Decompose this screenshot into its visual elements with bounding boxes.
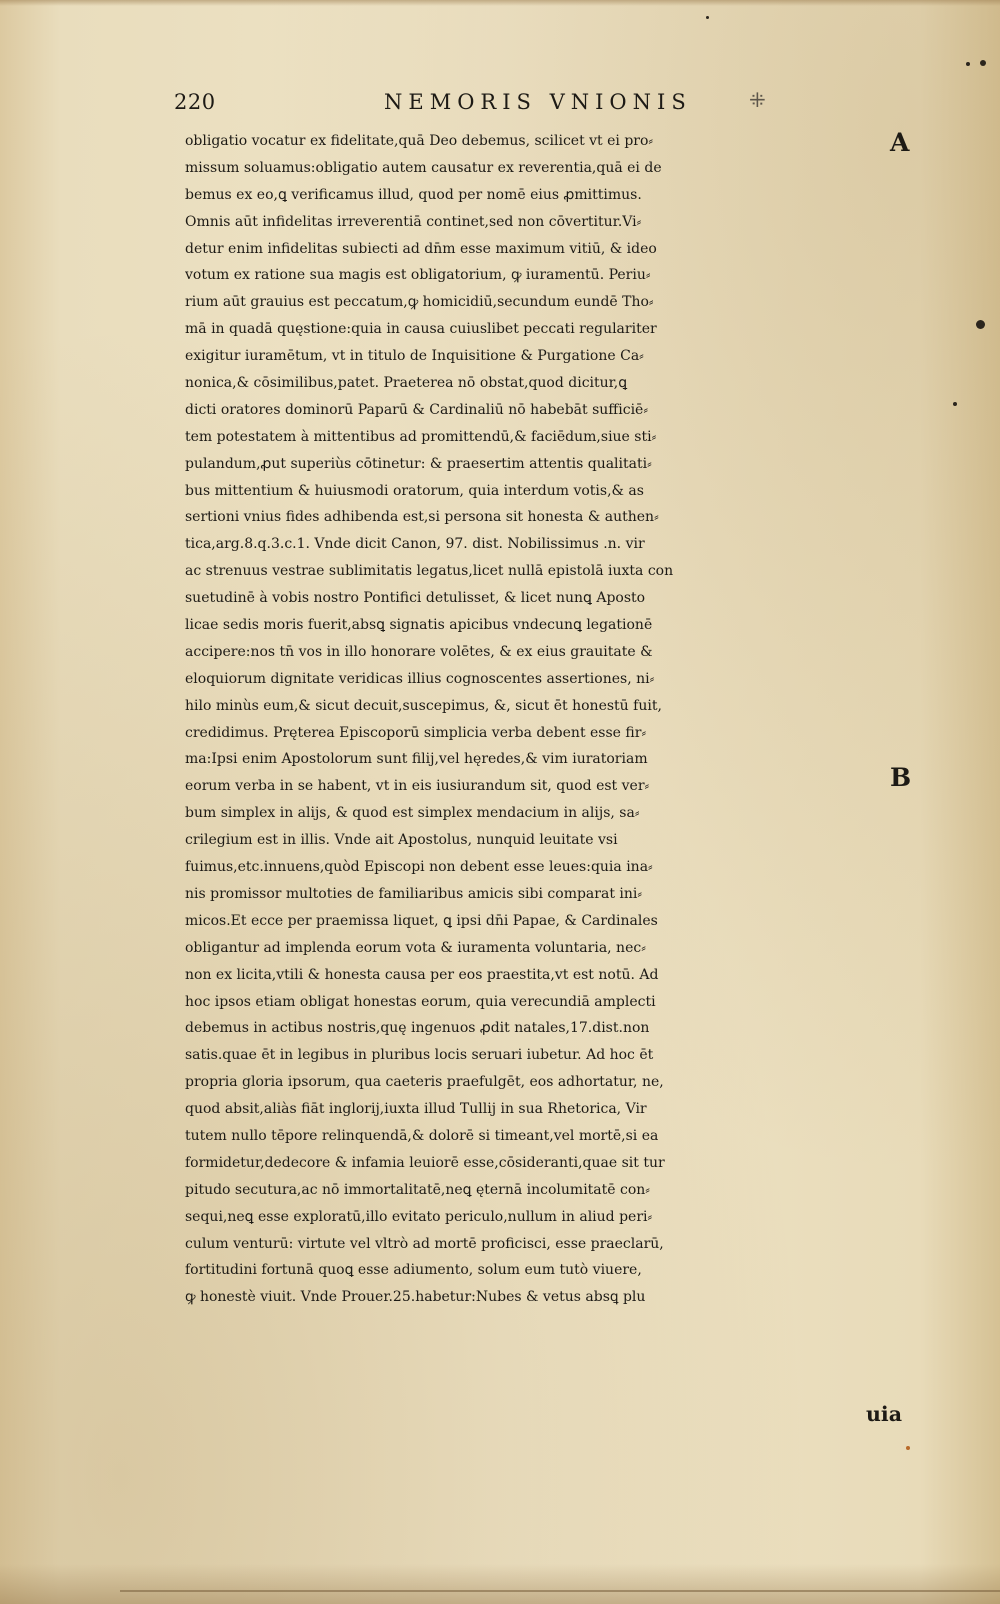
text-line: hilo minùs eum,& sicut decuit,suscepimus, &, sicut ēt honestū fuit, [185,697,662,714]
text-line: quod absit,aliàs fiāt inglorij,iuxta illud Tullij in sua Rhetorica, Vir [185,1101,647,1118]
text-line: sertioni vnius fides adhibenda est,si persona sit honesta & authen⸗ [185,509,659,526]
text-line: Omnis aūt infidelitas irreverentiā continet,sed non cōvertitur.Vi⸗ [185,213,642,230]
ink-speck [953,402,957,406]
ink-speck [966,62,970,66]
text-line: fortitudini fortunā quoꝗ esse adiumento, solum eum tutò viuere, [185,1262,642,1279]
text-line: propria gloria ipsorum, qua caeteris praefulgēt, eos adhortatur, ne, [185,1074,664,1091]
text-line: dicti oratores dominorū Paparū & Cardinaliū nō habebāt sufficiē⸗ [185,401,648,418]
catchword: uia [866,1402,902,1426]
text-line: nonica,& cōsimilibus,patet. Praeterea nō obstat,quod dicitur,ꝗ [185,375,628,392]
text-line: ac strenuus vestrae sublimitatis legatus,licet nullā epistolā iuxta con [185,563,674,580]
margin-letter-b: B [890,763,912,792]
text-line: tica,arg.8.q.3.c.1. Vnde dicit Canon, 97. dist. Nobilissimus .n. vir [185,536,645,553]
ink-speck [706,16,709,19]
folio-number: 220 [174,90,216,114]
running-head: NEMORIS VNIONIS [384,90,692,114]
text-line: formidetur,dedecore & infamia leuiorē esse,cōsideranti,quae sit tur [185,1154,665,1171]
text-line: eorum verba in se habent, vt in eis iusiurandum sit, quod est ver⸗ [185,778,650,795]
text-line: exigitur iuramētum, vt in titulo de Inquisitione & Purgatione Ca⸗ [185,348,644,365]
text-line: fuimus,etc.innuens,quòd Episcopi non debent esse leues:quia ina⸗ [185,859,653,876]
text-line: obligatio vocatur ex fidelitate,quā Deo debemus, scilicet vt ei pro⸗ [185,133,654,149]
ink-speck [980,60,986,66]
text-line: debemus in actibus nostris,quę ingenuos ꝓdit natales,17.dist.non [185,1020,650,1037]
text-line: nis promissor multoties de familiaribus amicis sibi comparat ini⸗ [185,885,643,902]
text-line: micos.Et ecce per praemissa liquet, ꝗ ipsi dn̄i Papae, & Cardinales [185,912,658,929]
ink-speck [976,320,985,329]
text-line: non ex licita,vtili & honesta causa per eos praestita,vt est notū. Ad [185,966,659,983]
text-line: detur enim infidelitas subiecti ad dn̄m esse maximum vitiū, & ideo [185,240,657,257]
text-line: tem potestatem à mittentibus ad promittendū,& faciēdum,siue sti⸗ [185,428,657,445]
page-bottom-edge [120,1590,1000,1592]
text-line: bemus ex eo,ꝗ verificamus illud, quod per nomē eius ꝓmittimus. [185,186,642,203]
text-line: credidimus. Pręterea Episcoporū simplicia verba debent esse fir⸗ [185,724,647,741]
text-line: mā in quadā quęstione:quia in causa cuiuslibet peccati regulariter [185,321,657,338]
text-line: missum soluamus:obligatio autem causatur ex reverentia,quā ei de [185,159,662,176]
text-line: hoc ipsos etiam obligat honestas eorum, quia verecundiā amplecti [185,993,656,1010]
text-line: suetudinē à vobis nostro Pontifici detulisset, & licet nunꝗ Aposto [185,590,646,607]
text-line: crilegium est in illis. Vnde ait Apostolus, nunquid leuitate vsi [185,832,618,849]
rust-speck [906,1446,910,1450]
text-line: licae sedis moris fuerit,absꝗ signatis apicibus vndecunꝗ legationē [185,617,653,634]
page-bottom-shadow [0,1564,1000,1604]
text-line: tutem nullo tēpore relinquendā,& dolorē si timeant,vel mortē,si ea [185,1127,659,1144]
text-line: votum ex ratione sua magis est obligatorium, ꝙ iuramentū. Periu⸗ [185,267,651,284]
page-top-edge [0,0,1000,6]
text-line: eloquiorum dignitate veridicas illius cognoscentes assertiones, ni⸗ [185,670,655,687]
text-line: culum venturū: virtute vel vltrò ad mortē proficisci, esse praeclarū, [185,1235,664,1252]
ornament-icon: ⁜ [749,88,766,112]
text-line: obligantur ad implenda eorum vota & iuramenta voluntaria, nec⸗ [185,939,646,956]
text-line: satis.quae ēt in legibus in pluribus locis seruari iubetur. Ad hoc ēt [185,1047,654,1064]
text-line: ma:Ipsi enim Apostolorum sunt filij,vel hęredes,& vim iuratoriam [185,751,648,768]
text-line: bum simplex in alijs, & quod est simplex mendacium in alijs, sa⸗ [185,805,640,822]
text-line: pitudo secutura,ac nō immortalitatē,neꝗ ęternā incolumitatē con⸗ [185,1181,650,1198]
body-text [185,128,905,1311]
page-header [174,86,804,120]
text-line: accipere:nos tn̄ vos in illo honorare volētes, & ex eius grauitate & [185,643,653,660]
text-line: ꝙ honestè viuit. Vnde Prouer.25.habetur:Nubes & vetus absꝗ plu [185,1289,646,1306]
text-line: pulandum,ꝓut superiùs cōtinetur: & praesertim attentis qualitati⸗ [185,455,652,472]
margin-letter-a: A [890,128,910,157]
text-line: rium aūt grauius est peccatum,ꝙ homicidiū,secundum eundē Tho⸗ [185,294,654,311]
text-line: bus mittentium & huiusmodi oratorum, quia interdum votis,& as [185,482,644,499]
text-line: sequi,neꝗ esse exploratū,illo evitato periculo,nullum in aliud peri⸗ [185,1208,653,1225]
